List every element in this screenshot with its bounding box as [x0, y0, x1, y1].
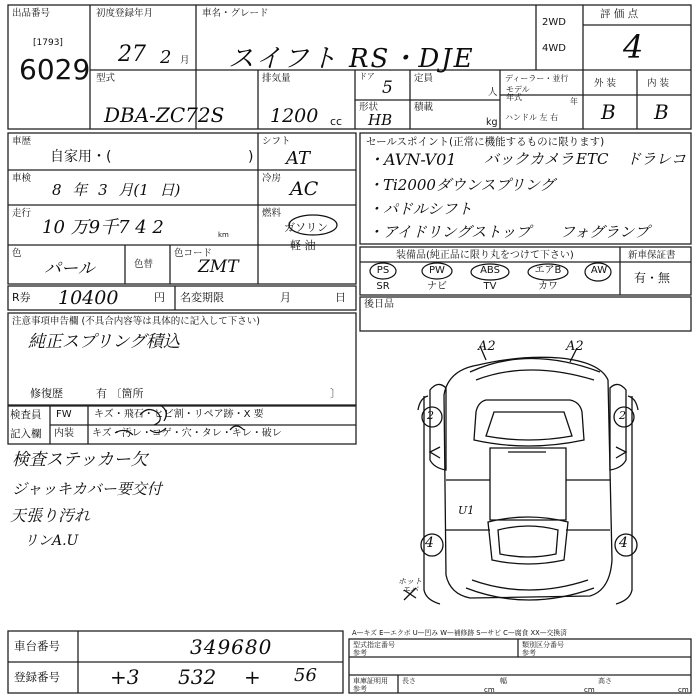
sp-item-back-camera: バックカメラ [484, 150, 575, 168]
displacement-value: 1200 [270, 105, 319, 127]
sp-item-idle-stop: ・アイドリングストップ [368, 223, 531, 241]
fw-label: FW [56, 409, 72, 420]
color-value: パール [44, 259, 95, 279]
registration-part-2: 532 [178, 665, 217, 689]
sp-item-paddle: ・パドルシフト [368, 200, 473, 218]
width-unit: cm [584, 686, 595, 694]
notes-text: 純正スプリング積込 [28, 332, 180, 352]
repair-history-value: 有 〔箇所 [96, 387, 144, 400]
repair-history-close: 〕 [330, 387, 341, 400]
damage-legend: A—キズ E—エクボ U—凹み W—補修跡 S—サビ C—腐食 XX—交換済 [352, 629, 567, 637]
width-label: 幅 [500, 677, 507, 685]
car-name: スイフト RS・DJE [228, 44, 475, 74]
mileage-label: 走行 [12, 208, 32, 219]
category-number-label: 類別区分番号 参考 [522, 641, 564, 658]
registration-part-4: 56 [294, 665, 317, 686]
interior-label: 内 装 [647, 78, 670, 89]
km-unit: km [218, 231, 229, 239]
capacity-unit: 人 [488, 87, 498, 98]
month-unit: 月 [180, 55, 190, 66]
doors-label: ドア [359, 72, 375, 81]
damage-mark-u1: U1 [458, 504, 475, 517]
fuel-gasoline: ガソリン [284, 221, 328, 234]
exterior-grade: B [601, 100, 616, 124]
dealer-label: ディーラー・並行 [505, 74, 569, 83]
registration-part-1: +3 [110, 665, 140, 689]
chassis-number: 349680 [190, 635, 273, 659]
equip-ps: PS [376, 265, 390, 276]
mileage-value: 10 万9千7 4 2 [42, 217, 164, 238]
name-change-day: 日 [335, 291, 346, 304]
sp-item-fog: フォグランプ [560, 223, 650, 241]
shift-value: AT [286, 148, 311, 169]
interior-check-items: キズ・汚レ・コゲ・穴・タレ・キレ・破レ [92, 428, 282, 439]
model-label: 型式 [96, 73, 116, 84]
color-code-value: ZMT [198, 257, 239, 277]
height-label: 高さ [598, 677, 612, 685]
equip-pw: PW [429, 265, 445, 276]
fuel-diesel: 軽 油 [290, 239, 316, 252]
drive-4wd: 4WD [542, 43, 566, 54]
inspection-label: 車検 [12, 173, 32, 184]
doors-value: 5 [382, 78, 393, 98]
history-close: ) [248, 149, 254, 165]
drive-2wd: 2WD [542, 17, 566, 28]
cooler-label: 冷房 [262, 173, 282, 184]
interior-grade: B [654, 100, 669, 124]
sp-item-etc: ETC [576, 150, 609, 168]
damage-mark-rear-left: 4 [425, 535, 434, 551]
first-registration-year: 27 [118, 42, 146, 67]
year-unit: 年 [570, 97, 578, 106]
rating-score: 4 [623, 28, 644, 66]
shape-value: HB [368, 111, 393, 129]
inspection-date: 8 年 3 月(1 日) [52, 181, 181, 199]
entry-field-label: 記入欄 [10, 428, 42, 440]
comment-line-2: ジャッキカバー要交付 [12, 480, 162, 498]
lot-number: 6029 [19, 53, 91, 86]
exhaust-note: ホット エバ [398, 577, 422, 594]
cc-unit: cc [330, 115, 343, 128]
repaint-label: 色替 [134, 259, 154, 270]
equip-airbag: エアB [534, 265, 562, 276]
cooler-value: AC [290, 178, 319, 200]
color-label: 色 [12, 248, 22, 259]
equip-sr: SR [376, 281, 390, 292]
sp-item-dashcam: ドラレコ [626, 150, 687, 168]
handle-label: ハンドル 左 右 [505, 113, 559, 122]
equip-navi: ナビ [427, 281, 447, 292]
damage-mark-rear-right: 4 [619, 535, 628, 551]
garage-cert-label: 車庫証明用 参考 [353, 677, 388, 694]
load-label: 積載 [414, 102, 434, 113]
recycle-label: R券 [12, 291, 31, 304]
interior-check-label: 内装 [54, 428, 74, 439]
new-warranty-label: 新車保証書 [628, 250, 676, 261]
recycle-amount: 10400 [58, 287, 119, 309]
later-items-label: 後日品 [364, 299, 394, 310]
capacity-label: 定員 [414, 73, 434, 84]
first-registration-label: 初度登録年月 [96, 8, 154, 19]
registration-part-3: + [244, 665, 261, 689]
sp-item-springs: ・Ti2000ダウンスプリング [368, 176, 555, 194]
sp-item-avn: ・AVN-V01 [368, 150, 457, 169]
lot-sub-number: [1793] [33, 38, 63, 48]
first-registration-month: 2 [160, 47, 172, 68]
notes-label: 注意事項申告欄 (不具合内容等は具体的に記入して下さい) [12, 316, 260, 327]
repair-history-label: 修復歴 [30, 387, 63, 400]
exterior-label: 外 装 [594, 78, 617, 89]
new-warranty-value: 有・無 [634, 271, 671, 285]
registration-label: 登録番号 [14, 670, 60, 684]
comment-line-1: 検査ステッカー欠 [12, 450, 148, 470]
fw-items: キズ・飛石・ヒビ割・リペア跡・X 要 [94, 409, 264, 420]
equip-abs: ABS [480, 265, 500, 276]
model-year-label: モデル 年式 [506, 85, 530, 102]
form-designation-label: 型式指定番号 参考 [353, 641, 395, 658]
selling-points-label: セールスポイント(正常に機能するものに限ります) [366, 136, 605, 148]
damage-mark-a2-right: A2 [566, 339, 584, 354]
lot-number-label: 出品番号 [12, 8, 51, 19]
damage-mark-front-left: 2 [427, 409, 434, 422]
chassis-label: 車台番号 [14, 639, 60, 653]
damage-mark-a2-left: A2 [478, 339, 496, 354]
comment-line-3: 天張り汚れ [10, 506, 91, 525]
equip-aw: AW [590, 265, 608, 276]
length-unit: cm [484, 686, 495, 694]
model-code: DBA-ZC72S [104, 103, 225, 127]
equipment-label: 装備品(純正品に限り丸をつけて下さい) [396, 250, 574, 261]
comment-line-4: リンA.U [24, 533, 79, 549]
damage-mark-front-right: 2 [619, 409, 626, 422]
inspector-label: 検査員 [10, 409, 42, 421]
name-change-label: 名変期限 [180, 291, 224, 304]
load-unit: kg [486, 117, 498, 128]
fuel-label: 燃料 [262, 208, 282, 219]
shift-label: シフト [262, 136, 291, 147]
name-change-month: 月 [280, 291, 291, 304]
yen-unit: 円 [154, 291, 165, 304]
rating-label: 評 価 点 [600, 8, 639, 20]
displacement-label: 排気量 [262, 73, 291, 84]
car-name-label: 車名・グレード [202, 8, 269, 19]
history-value: 自家用・( [50, 149, 112, 165]
equip-leather: カワ [538, 281, 558, 292]
equip-tv: TV [483, 281, 497, 292]
shape-label: 形状 [359, 102, 379, 113]
history-label: 車歴 [12, 136, 32, 147]
length-label: 長さ [402, 677, 416, 685]
color-code-label: 色コード [174, 248, 213, 259]
height-unit: cm [678, 686, 689, 694]
